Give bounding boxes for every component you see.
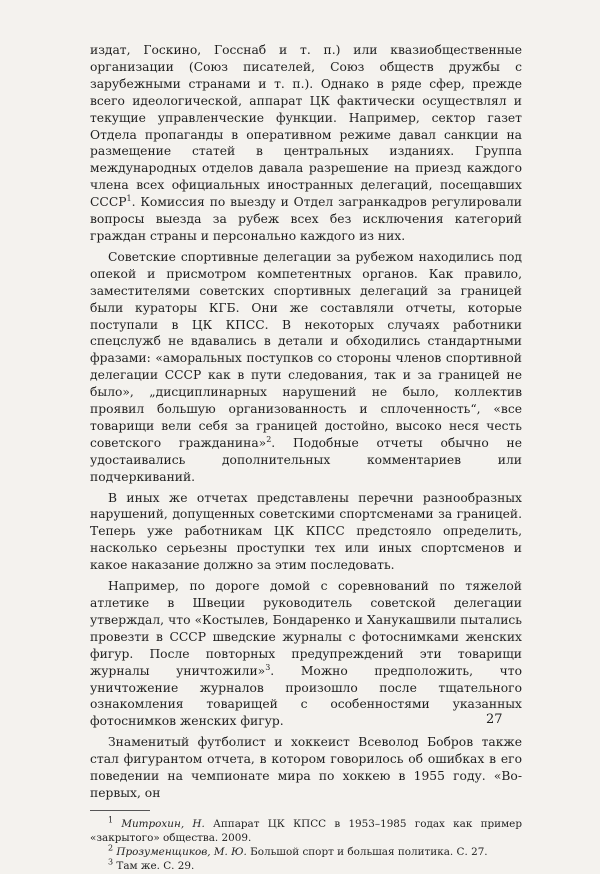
paragraph-1 [90,42,522,245]
paragraph-4 [90,578,522,730]
paragraph-1-tail: . Комиссия по выезду и Отдел загранкадров регулировали вопросы выезда за рубеж всех без исключения категорий граждан страны и персонально каждого из них. [90,195,522,243]
paragraph-2-tail: . Подобные отчеты обычно не удостаивались дополнительных комментариев или подчеркиваний. [90,435,523,484]
paragraph-4-tail: . Можно предположить, что уничтожение журналов произошло после тщательного ознакомления товарищей с особенностями указанных фотоснимков женских фигур. [90,663,522,729]
footnote-number: 1 [108,815,114,825]
footnote-author: Прозуменщиков, М. Ю. [116,846,247,859]
footnote-ref-2[interactable]: 2 [266,434,272,444]
footnote-divider [90,810,150,811]
paragraph-1-text: издат, Госкино, Госснаб и т. п.) или квазиобщественные организации (Союз писателей, Союз обществ дружбы с зарубежными странами и т. п.). Однако в ряде сфер, прежде всего идеологической, аппарат ЦК фактически осуществлял и текущие управленческие функции. Например, сектор газет Отдела пропаганды в оперативном режиме давал санкции на размещение статей в центральных изданиях. Группа международных отделов давала разрешение на приезд каждого члена всех официальных иностранных делегаций, посещавших СССР [90,43,522,210]
footnote-2 [90,845,522,859]
page-number: 27 [486,712,503,727]
footnote-text: Аппарат ЦК КПСС в 1953–1985 годах как пример «закрытого» общества. 2009. [90,817,522,845]
footnote-author: Митрохин, Н. [121,817,205,830]
page-body [90,42,522,874]
footnote-number: 2 [108,843,114,853]
paragraph-2-text: Советские спортивные делегации за рубежом находились под опекой и присмотром компетентных органов. Как правило, заместителями советских спортивных делегаций за границей были кураторы КГБ. Они же составляли отчеты, которые поступали в ЦК КПСС. В некоторых случаях работники спецслужб не вдавались в детали и обходились стандартными фразами: «аморальных поступков со стороны членов спортивной делегации СССР как в пути следования, так и за границей не было», „дисциплинарных нарушений не было, коллектив проявил большую организованность и сплоченность“, «все товарищи вели себя за границей достойно, высоко неся честь советского гражданина» [90,249,522,450]
footnote-ref-1[interactable]: 1 [126,194,132,204]
paragraph-3: В иных же отчетах представлены перечни разнообразных нарушений, допущенных советскими спортсменами за границей. Теперь уже работникам ЦК КПСС предстояло определить, насколько серьезны проступки тех или иных спортсменов и какое наказание должно за этим последовать. [90,490,522,573]
footnote-text: Большой спорт и большая политика. С. 27. [246,846,488,859]
footnote-text: Там же. С. 29. [116,860,195,873]
footnote-3 [90,859,522,873]
paragraph-4-text: Например, по дороге домой с соревнований по тяжелой атлетике в Швеции руководитель советской делегации утверждал, что «Костылев, Бондаренко и Ханукашвили пытались провезти в СССР шведские журналы с фотоснимками женских фигур. После повторных предупреждений эти товарищи журналы уничтожили» [90,579,522,678]
footnote-1 [90,817,522,845]
footnote-number: 3 [108,858,114,868]
footnote-ref-3[interactable]: 3 [265,662,271,672]
paragraph-2 [90,249,522,486]
paragraph-5: Знаменитый футболист и хоккеист Всеволод Бобров также стал фигурантом отчета, в котором говорилось об ошибках в его поведении на чемпионате мира по хоккею в 1955 году. «Во-первых, он [90,735,522,800]
